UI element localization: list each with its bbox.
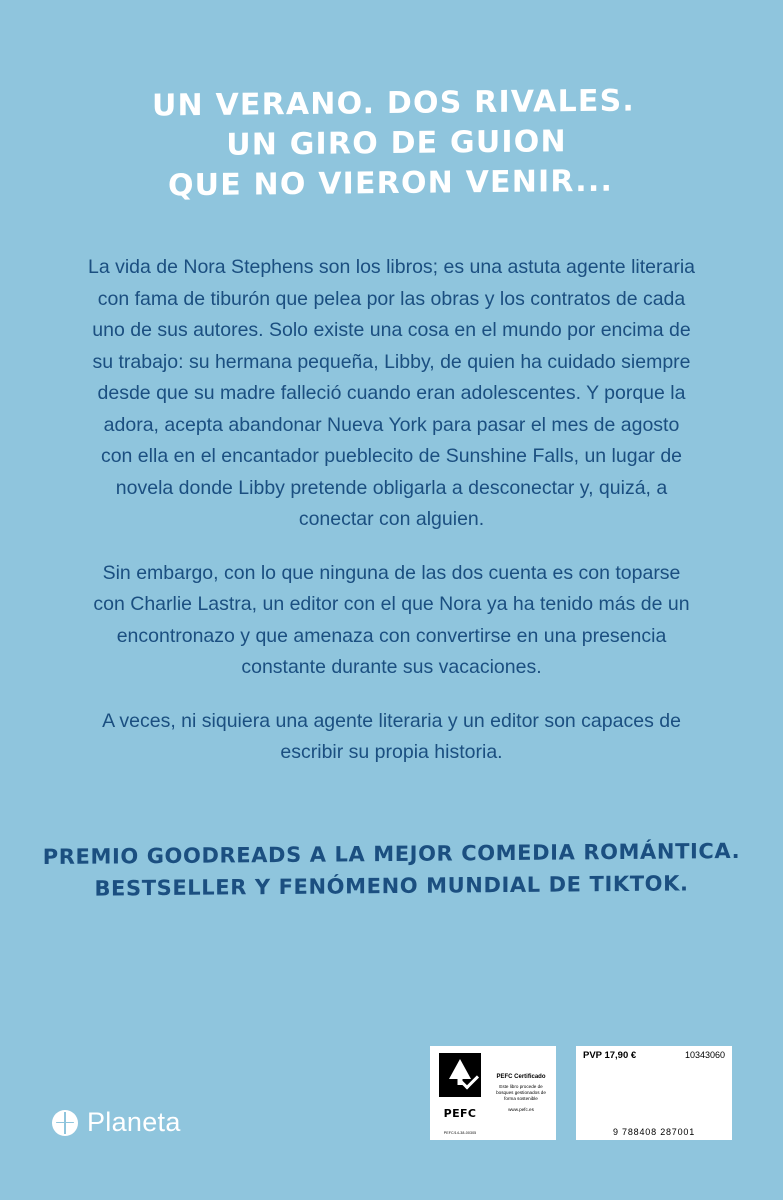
pefc-description: Este libro procede de bosques gestionados de forma sostenible xyxy=(496,1084,546,1101)
publisher-name: Planeta xyxy=(87,1107,181,1137)
blurb-paragraph-2: Sin embargo, con lo que ninguna de las dos cuenta es con toparse con Charlie Lastra, un editor con el que Nora ya ha tenido más de un encontronazo y que amenaza con convertirse en una presencia constante durante sus vacaciones. xyxy=(93,561,690,678)
barcode-bars xyxy=(581,1064,727,1127)
pefc-cert-code: PEFC/14-38-00305 xyxy=(443,1131,477,1135)
price-label: PVP 17,90 € xyxy=(583,1050,637,1061)
pefc-logo-group xyxy=(434,1050,486,1136)
globe-icon xyxy=(52,1110,78,1136)
award-line-1: PREMIO GOODREADS A LA MEJOR COMEDIA ROMÁNTICA. xyxy=(42,838,741,870)
pefc-info xyxy=(486,1050,552,1136)
headline xyxy=(0,80,783,208)
barcode-box xyxy=(576,1046,732,1140)
pefc-wordmark: PEFC xyxy=(443,1107,477,1120)
pefc-url: www.pefc.es xyxy=(508,1107,534,1112)
isbn-number: 9 788408 287001 xyxy=(612,1127,696,1137)
headline-line-1: UN VERANO. DOS RIVALES. xyxy=(151,83,636,124)
award-line-2: BESTSELLER Y FENÓMENO MUNDIAL DE TIKTOK. xyxy=(94,871,689,901)
headline-line-3: QUE NO VIERON VENIR... xyxy=(167,163,614,204)
publisher-logo xyxy=(52,1107,181,1138)
blurb-paragraph-1: La vida de Nora Stephens son los libros; es una astuta agente literaria con fama de tiburón que pelea por las obras y los contratos de cada uno de sus autores. Solo existe una cosa en el mundo por encima de su trabajo: su hermana pequeña, Libby, de quien ha cuidado siempre desde que su madre falleció cuando eran adolescentes. Y porque la adora, acepta abandonar Nueva York para pasar el mes de agosto con ella en el encantador pueblecito de Sunshine Falls, un lugar de novela donde Libby pretende obligarla a desconectar y, quizá, a conectar con alguien. xyxy=(87,256,696,530)
blurb-text xyxy=(86,252,697,769)
award-text xyxy=(0,835,783,906)
internal-code: 10343060 xyxy=(684,1050,725,1060)
pefc-tree-icon xyxy=(439,1053,481,1097)
pefc-certification-box xyxy=(430,1046,556,1140)
pefc-title: PEFC Certificado xyxy=(496,1074,546,1080)
blurb-paragraph-3: A veces, ni siquiera una agente literaria y un editor son capaces de escribir su propia historia. xyxy=(102,709,681,763)
barcode-header xyxy=(581,1049,727,1061)
headline-line-2: UN GIRO DE GUION xyxy=(226,124,567,163)
